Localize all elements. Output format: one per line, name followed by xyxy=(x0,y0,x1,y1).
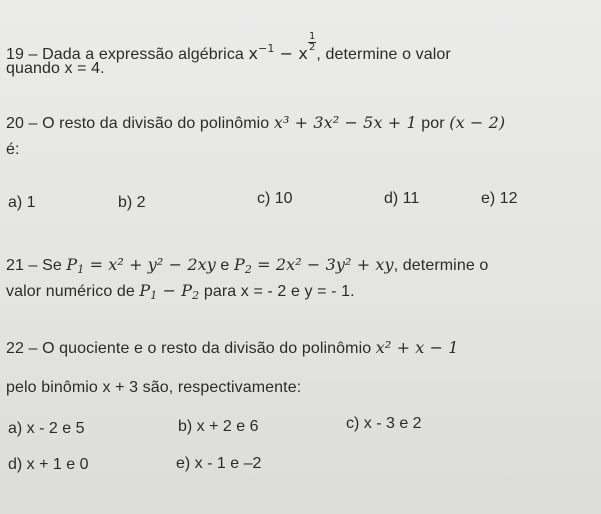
q20-option-b: b) 2 xyxy=(118,194,146,211)
q21-p1-expr: = x² + y² − 2xy xyxy=(84,255,216,274)
q21-line2-tail: para x = - 2 e y = - 1. xyxy=(199,283,355,300)
q22-option-e: e) x - 1 e –2 xyxy=(176,455,262,472)
q19-base2: x xyxy=(298,44,308,63)
q21-lead: 21 – Se xyxy=(6,257,67,274)
q22-line2: pelo binômio x + 3 são, respectivamente: xyxy=(6,379,302,396)
q20-option-a: a) 1 xyxy=(8,194,36,211)
q22-option-d: d) x + 1 e 0 xyxy=(8,456,89,473)
q19-exp1: −1 xyxy=(258,42,275,55)
q21-p1 xyxy=(66,255,215,274)
q19-expression xyxy=(248,31,316,63)
q21-diff-a-sub: 1 xyxy=(150,289,158,302)
q21-p1-label: P xyxy=(66,255,78,274)
q22-option-b: b) x + 2 e 6 xyxy=(178,418,259,435)
q19-line2: quando x = 4. xyxy=(6,60,105,77)
q21-line2 xyxy=(6,281,355,302)
q21-tail: , determine o xyxy=(393,257,489,274)
q19-frac-den: 2 xyxy=(308,42,316,53)
q22-polynomial: x² + x − 1 xyxy=(375,338,459,357)
q21-p2-sub: 2 xyxy=(244,263,252,276)
q22-lead: 22 – O quociente e o resto da divisão do polinômio xyxy=(6,340,376,357)
q21-p2-label: P xyxy=(233,255,245,274)
q19-minus: − xyxy=(274,44,299,63)
q21-difference xyxy=(139,281,199,300)
q22-line1 xyxy=(6,338,459,359)
q21-p2-expr: = 2x² − 3y² + xy xyxy=(251,255,394,274)
q20-polynomial: x³ + 3x² − 5x + 1 xyxy=(273,113,417,132)
q19-base1: x xyxy=(248,44,259,63)
q19-lead: 19 – Dada a expressão algébrica xyxy=(6,46,249,63)
q22-option-c: c) x - 3 e 2 xyxy=(346,415,422,432)
q21-and: e xyxy=(215,257,234,274)
q21-diff-b-sub: 2 xyxy=(192,289,200,302)
q19-tail: , determine o valor xyxy=(316,46,451,63)
q21-diff-b: P xyxy=(181,281,193,300)
q20-line1 xyxy=(6,113,505,134)
q21-diff-a: P xyxy=(139,281,151,300)
q20-divisor: (x − 2) xyxy=(449,113,506,132)
q21-line2-lead: valor numérico de xyxy=(6,283,140,300)
q21-line1 xyxy=(6,255,488,276)
q20-option-d: d) 11 xyxy=(384,190,420,207)
q20-mid: por xyxy=(416,115,450,132)
q21-p2 xyxy=(234,255,394,274)
q22-option-a: a) x - 2 e 5 xyxy=(8,420,85,437)
q20-line2: é: xyxy=(6,141,20,158)
q21-diff-minus: − xyxy=(157,281,182,300)
q20-lead: 20 – O resto da divisão do polinômio xyxy=(6,115,274,132)
q21-p1-sub: 1 xyxy=(77,263,85,276)
q20-option-e: e) 12 xyxy=(481,190,518,207)
q19-frac-num: 1 xyxy=(308,31,316,42)
q20-option-c: c) 10 xyxy=(257,190,293,207)
